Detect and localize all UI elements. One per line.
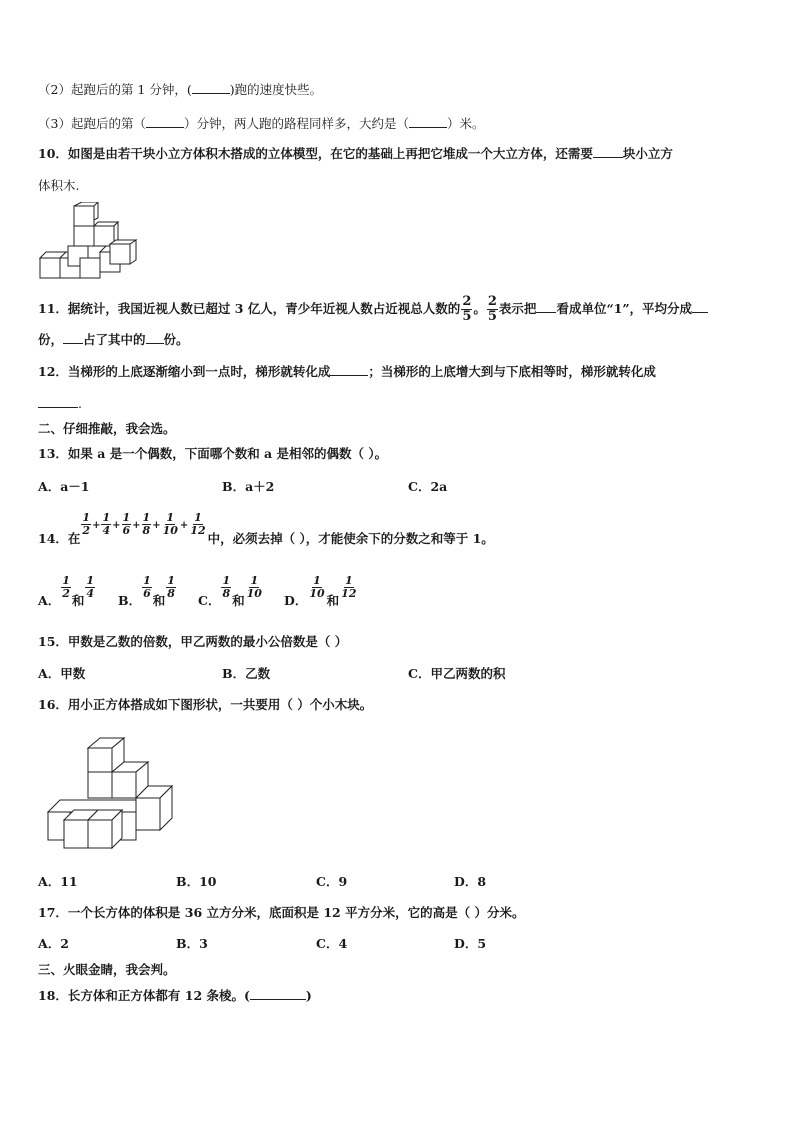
text: 块小立方 (622, 146, 673, 161)
text: 中，必须去掉（ ），才能使余下的分数之和等于 1。 (207, 531, 494, 546)
option-b[interactable]: B． $\frac{1}{6}$ 和 $\frac{1}{8}$ (118, 574, 175, 608)
section-2-heading: 二、仔细推敲，我会选。 (38, 421, 176, 436)
fraction: $\frac{1}{2}$ (82, 511, 91, 537)
answer-blank[interactable] (250, 987, 306, 1000)
option-c[interactable]: C．2a (408, 479, 448, 494)
option-a[interactable]: A．甲数 (38, 666, 86, 681)
cube-model-figure-16 (44, 734, 184, 854)
question-18 (38, 987, 312, 1005)
answer-blank[interactable] (409, 115, 447, 128)
text: 表示把 (498, 301, 537, 316)
option-a[interactable]: A．11 (38, 874, 78, 889)
text: . (78, 396, 82, 411)
option-c[interactable]: C．4 (316, 936, 348, 951)
text: 。 (473, 301, 486, 316)
question-15: 15．甲数是乙数的倍数，甲乙两数的最小公倍数是（ ） (38, 634, 348, 649)
question-17: 17．一个长方体的体积是 36 立方分米，底面积是 12 平方分米，它的高是（ ）分米。 (38, 905, 525, 920)
question-11 (38, 295, 708, 324)
fraction: $\frac{1}{8}$ (142, 511, 151, 537)
section-3-heading: 三、火眼金睛，我会判。 (38, 962, 176, 977)
text: 12．当梯形的上底逐渐缩小到一点时，梯形就转化成 (38, 364, 331, 379)
option-a[interactable]: A． $\frac{1}{2}$ 和 $\frac{1}{4}$ (38, 574, 95, 608)
answer-blank[interactable] (692, 300, 708, 313)
text: )跑的速度快些。 (229, 82, 323, 97)
text: 份。 (163, 332, 189, 347)
fraction-sum: $\frac{1}{2}$ + $\frac{1}{4}$ + $\frac{1}{6}$ + $\frac{1}{8}$ + $\frac{1}{10}$ + $\frac{1}{12}$ (82, 511, 206, 537)
question-9-3 (38, 115, 485, 133)
text: 14．在 (38, 531, 81, 546)
text: ) (305, 988, 312, 1003)
answer-blank[interactable] (536, 300, 556, 313)
text: 18．长方体和正方体都有 12 条棱。( (38, 988, 250, 1003)
text: 11．据统计，我国近视人数已超过 3 亿人，青少年近视人数占近视总人数的 (38, 301, 461, 316)
option-a[interactable]: A．2 (38, 936, 69, 951)
question-12 (38, 363, 656, 381)
fraction: $\frac{1}{4}$ (102, 511, 111, 537)
question-13: 13．如果 a 是一个偶数，下面哪个数和 a 是相邻的偶数（ ）。 (38, 446, 388, 461)
question-12-cont (38, 395, 82, 413)
text: ；当梯形的上底增大到与下底相等时，梯形就转化成 (368, 364, 656, 379)
text: 10．如图是由若干块小立方体积木搭成的立体模型，在它的基础上再把它堆成一个大立方体，还需要 (38, 146, 593, 161)
answer-blank[interactable] (330, 363, 368, 376)
option-b[interactable]: B．乙数 (222, 666, 271, 681)
fraction: $\frac{1}{6}$ (122, 511, 131, 537)
option-d[interactable]: D． $\frac{1}{10}$ 和 $\frac{1}{12}$ (284, 574, 357, 608)
option-c[interactable]: C．9 (316, 874, 348, 889)
text: 份， (38, 332, 64, 347)
option-c[interactable]: C．甲乙两数的积 (408, 666, 506, 681)
option-d[interactable]: D．5 (454, 936, 487, 951)
fraction-two-fifths: $\frac{2}{5}$ (462, 294, 472, 324)
answer-blank[interactable] (63, 331, 83, 344)
option-b[interactable]: B．3 (176, 936, 208, 951)
option-a[interactable]: A．a－1 (38, 479, 90, 494)
answer-blank[interactable] (146, 115, 184, 128)
text: ）米。 (446, 116, 485, 131)
option-c[interactable]: C． $\frac{1}{8}$ 和 $\frac{1}{10}$ (198, 574, 262, 608)
text: 体积木. (38, 178, 80, 193)
question-10 (38, 145, 673, 163)
option-b[interactable]: B．10 (176, 874, 217, 889)
text: （2）起跑后的第 1 分钟，( (38, 82, 192, 97)
question-14 (38, 512, 494, 552)
text: （3）起跑后的第（ (38, 116, 146, 131)
answer-blank[interactable] (192, 81, 230, 94)
question-10-cont (38, 177, 79, 195)
answer-blank[interactable] (146, 331, 164, 344)
option-b[interactable]: B．a＋2 (222, 479, 275, 494)
fraction-two-fifths: $\frac{2}{5}$ (487, 294, 497, 324)
answer-blank[interactable] (38, 395, 78, 408)
question-16: 16．用小正方体搭成如下图形状，一共要用（ ）个小木块。 (38, 697, 373, 712)
option-d[interactable]: D．8 (454, 874, 487, 889)
fraction: $\frac{1}{10}$ (162, 511, 178, 537)
text: 占了其中的 (83, 332, 146, 347)
fraction: $\frac{1}{12}$ (190, 511, 206, 537)
question-11-cont (38, 331, 189, 349)
question-9-2 (38, 81, 322, 99)
answer-blank[interactable] (593, 145, 623, 158)
cube-model-figure-10 (38, 202, 138, 282)
text: ）分钟，两人跑的路程同样多，大约是（ (183, 116, 409, 131)
text: 看成单位“1”，平均分成 (556, 301, 693, 316)
